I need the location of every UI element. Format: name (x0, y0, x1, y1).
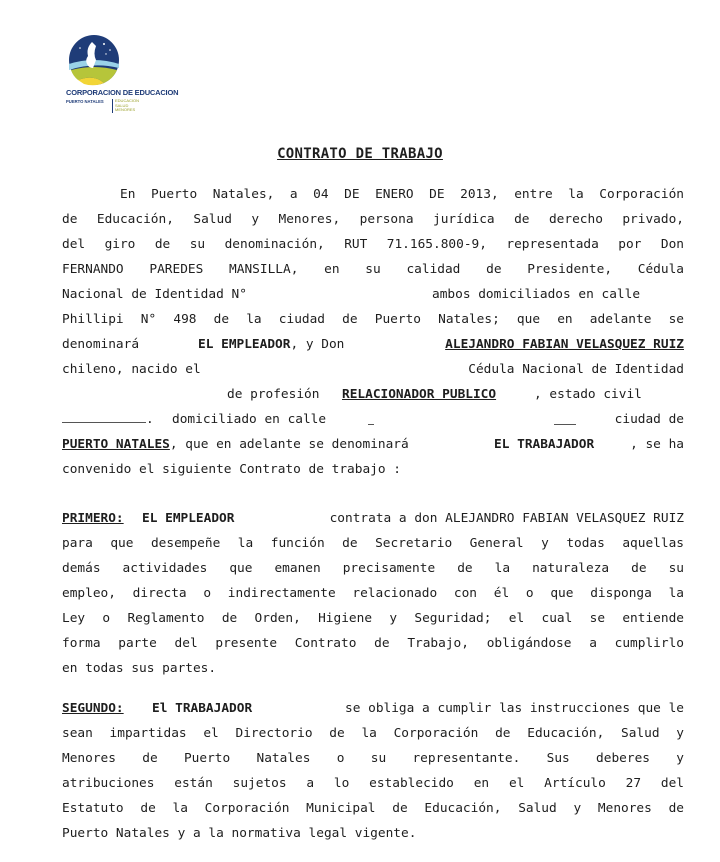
employer-term: EL EMPLEADOR (142, 511, 235, 526)
clause-text: se obliga a cumplir las instrucciones que le (345, 701, 684, 716)
intro-text: Nacional de Identidad N° (62, 287, 247, 302)
employer-term (198, 337, 344, 353)
segundo-line-5: Estatuto de la Corporación Municipal de Educación, Salud y Menores de (62, 801, 684, 816)
intro-text: Cédula Nacional de Identidad (468, 362, 684, 377)
primero-line-7: en todas sus partes. (62, 661, 217, 676)
logo-tagline-item: SALUD (115, 102, 129, 108)
intro-line-7 (62, 337, 684, 353)
logo-subtitle: PUERTO NATALES (66, 99, 104, 104)
address-blank (554, 414, 576, 425)
clause-label-segundo: SEGUNDO: (62, 701, 124, 716)
intro-line-12: convenido el siguiente Contrato de trabajo : (62, 462, 401, 477)
intro-line-8 (62, 362, 684, 378)
segundo-line-2: sean impartidas el Directorio de la Corporación de Educación, Salud y (62, 726, 684, 741)
intro-line-4: FERNANDO PAREDES MANSILLA, en su calidad de Presidente, Cédula (62, 262, 684, 277)
corporation-logo (62, 30, 182, 120)
intro-text: domiciliado en calle (172, 412, 327, 427)
clause-label-primero: PRIMERO: (62, 511, 124, 526)
logo-tagline (112, 99, 139, 113)
worker-name: ALEJANDRO FABIAN VELASQUEZ RUIZ (445, 337, 684, 352)
intro-text: ciudad de (614, 412, 684, 427)
intro-line-3: del giro de su denominación, RUT 71.165.800-9, representada por Don (62, 237, 684, 252)
employer-term-text: EL EMPLEADOR (198, 337, 291, 352)
primero-line-3: demás actividades que emanen precisamente de la naturaleza de su (62, 561, 684, 576)
intro-line-10 (62, 412, 684, 428)
intro-line-6: Phillipi N° 498 de la ciudad de Puerto Natales; que en adelante se (62, 312, 684, 327)
civil-status-blank (62, 412, 146, 423)
primero-line-4: empleo, directa o indirectamente relacionado con él o que disponga la (62, 586, 684, 601)
logo-emblem-icon (66, 34, 122, 86)
worker-term: El TRABAJADOR (152, 701, 253, 716)
intro-text: , que en adelante se denominará (169, 437, 409, 452)
primero-line-1 (62, 511, 684, 527)
intro-line-1: En Puerto Natales, a 04 DE ENERO DE 2013, entre la Corporación (120, 187, 684, 202)
address-blank (368, 414, 374, 425)
logo-tagline-item: EDUCACION (115, 98, 140, 103)
logo-tagline-item: MENORES (115, 107, 136, 113)
intro-line-2: de Educación, Salud y Menores, persona jurídica de derecho privado, (62, 212, 684, 227)
intro-line-11 (62, 437, 684, 453)
worker-term: EL TRABAJADOR (494, 437, 595, 452)
profession-value: RELACIONADOR PUBLICO (342, 387, 497, 402)
intro-text: chileno, nacido el (62, 362, 201, 377)
primero-line-2: para que desempeñe la función de Secretario General y todas aquellas (62, 536, 684, 551)
segundo-line-4: atribuciones están sujetos a lo establecido en el Artículo 27 del (62, 776, 684, 791)
segundo-line-6: Puerto Natales y a la normativa legal vigente. (62, 826, 417, 841)
intro-text: de profesión (227, 387, 320, 402)
logo-title: CORPORACION DE EDUCACION (66, 88, 179, 97)
intro-text: , estado civil (534, 387, 642, 402)
primero-line-5: Ley o Reglamento de Orden, Higiene y Seguridad; el cual se entiende (62, 611, 684, 626)
intro-text: . (146, 412, 154, 427)
document-title: CONTRATO DE TRABAJO (277, 146, 443, 162)
intro-text: ambos domiciliados en calle (432, 287, 641, 302)
segundo-line-1 (62, 701, 684, 717)
intro-text: , se ha (630, 437, 684, 452)
primero-line-6: forma parte del presente Contrato de Trabajo, obligándose a cumplirlo (62, 636, 684, 651)
city-value: PUERTO NATALES (62, 437, 170, 452)
segundo-line-3: Menores de Puerto Natales o su representante. Sus deberes y (62, 751, 684, 766)
clause-text: contrata a don ALEJANDRO FABIAN VELASQUEZ RUIZ (329, 511, 684, 526)
intro-text: , y Don (290, 337, 345, 352)
intro-text: denominará (62, 337, 140, 352)
intro-line-5 (62, 287, 684, 303)
